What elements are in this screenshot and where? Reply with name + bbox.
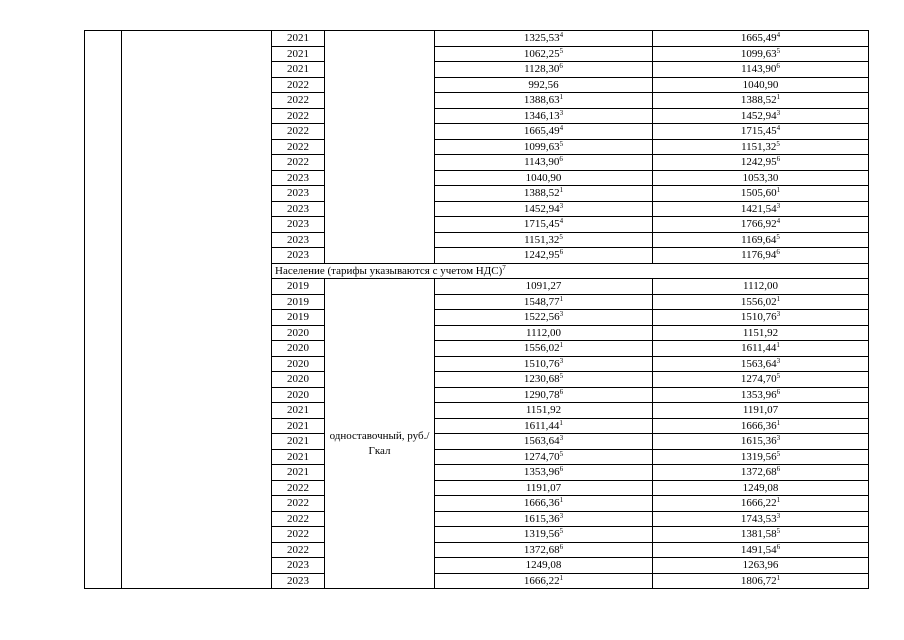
year-cell: 2023 xyxy=(272,217,325,233)
tariff-period-2-cell xyxy=(653,449,869,465)
year-cell: 2021 xyxy=(272,31,325,47)
tariff-period-1-cell-value: 1372,68 xyxy=(523,543,560,556)
year-cell: 2022 xyxy=(272,527,325,543)
tariff-period-1-cell-value: 1563,64 xyxy=(523,435,560,447)
year-cell: 2022 xyxy=(272,496,325,512)
tariff-period-1-cell xyxy=(435,62,653,78)
tariff-period-2-cell-footnote: 3 xyxy=(776,356,781,365)
tariff-period-2-cell-footnote: 5 xyxy=(776,139,780,148)
tariff-period-1-cell xyxy=(435,403,653,419)
tariff-period-1-cell-footnote: 4 xyxy=(559,124,564,132)
tariff-period-2-cell xyxy=(653,232,869,248)
tariff-period-2-cell-footnote: 1 xyxy=(776,93,781,101)
tariff-period-2-cell-value: 1143,90 xyxy=(741,63,777,75)
tariff-table xyxy=(84,30,869,589)
tariff-period-1-cell-value: 1128,30 xyxy=(524,63,560,75)
tariff-period-2-cell-value: 1505,60 xyxy=(740,187,777,199)
tariff-period-1-cell xyxy=(435,449,653,465)
tariff-period-1-cell xyxy=(435,465,653,481)
tariff-period-1-cell-footnote: 1 xyxy=(559,496,564,504)
year-cell: 2023 xyxy=(272,232,325,248)
tariff-period-2-cell-value: 1353,96 xyxy=(740,388,777,401)
year-cell: 2022 xyxy=(272,77,325,93)
tariff-period-2-cell-value: 1112,00 xyxy=(743,280,778,292)
tariff-period-2-cell xyxy=(653,139,869,155)
tariff-period-1-cell xyxy=(435,480,653,496)
tariff-period-2-cell xyxy=(653,170,869,186)
tariff-period-2-cell-value: 1249,08 xyxy=(742,481,779,494)
tariff-period-1-cell xyxy=(435,232,653,248)
year-cell: 2021 xyxy=(272,465,325,481)
year-cell: 2022 xyxy=(272,124,325,140)
tariff-period-1-cell xyxy=(435,356,653,372)
tariff-period-1-cell xyxy=(435,341,653,357)
tariff-period-1-cell-value: 1556,02 xyxy=(523,342,560,354)
tariff-period-2-cell-footnote: 5 xyxy=(776,449,781,458)
tariff-period-2-cell-value: 1372,68 xyxy=(740,466,777,478)
tariff-period-2-cell xyxy=(653,93,869,109)
tariff-period-2-cell-footnote: 3 xyxy=(776,108,781,117)
tariff-period-1-cell-value: 1615,36 xyxy=(523,512,560,525)
tariff-period-1-cell xyxy=(435,201,653,217)
tariff-period-1-cell-footnote: 3 xyxy=(559,310,564,318)
tariff-period-2-cell-value: 1388,52 xyxy=(740,94,777,106)
tariff-period-1-cell-value: 1325,53 xyxy=(523,32,560,44)
tariff-period-1-cell xyxy=(435,217,653,233)
tariff-period-1-cell-value: 1230,68 xyxy=(523,373,560,385)
year-cell: 2022 xyxy=(272,139,325,155)
tariff-period-2-cell xyxy=(653,31,869,47)
tariff-period-1-cell-value: 1151,32 xyxy=(524,233,560,246)
tariff-period-1-cell xyxy=(435,279,653,295)
tariff-period-2-cell xyxy=(653,387,869,403)
tariff-period-2-cell-footnote: 3 xyxy=(776,310,781,318)
tariff-period-1-cell-footnote: 5 xyxy=(559,449,564,458)
tariff-period-1-cell-footnote: 3 xyxy=(559,511,564,520)
tariff-period-2-cell-value: 1242,95 xyxy=(740,156,777,168)
tariff-period-1-cell xyxy=(435,139,653,155)
tariff-period-1-cell-footnote: 1 xyxy=(559,93,564,101)
tariff-period-1-cell-value: 1522,56 xyxy=(523,311,560,323)
year-cell: 2023 xyxy=(272,573,325,589)
unit-cell-upper xyxy=(325,31,435,264)
tariff-period-2-cell xyxy=(653,372,869,388)
row-number-cell xyxy=(85,31,122,589)
tariff-period-1-cell-value: 1191,07 xyxy=(525,481,562,494)
tariff-period-1-cell-value: 1062,25 xyxy=(523,47,560,60)
organization-cell xyxy=(122,31,272,589)
tariff-period-2-cell-value: 1053,30 xyxy=(742,171,779,184)
tariff-period-1-cell-footnote: 5 xyxy=(559,372,564,380)
year-cell: 2021 xyxy=(272,449,325,465)
tariff-period-1-cell-footnote: 6 xyxy=(559,248,564,256)
tariff-period-2-cell xyxy=(653,542,869,558)
tariff-period-2-cell xyxy=(653,201,869,217)
tariff-period-2-cell-value: 1766,92 xyxy=(740,218,777,230)
year-cell: 2023 xyxy=(272,558,325,574)
tariff-period-1-cell-footnote: 4 xyxy=(559,217,564,225)
tariff-period-1-cell xyxy=(435,434,653,450)
tariff-period-2-cell-footnote: 5 xyxy=(776,46,781,55)
tariff-period-2-cell-footnote: 6 xyxy=(776,542,781,551)
year-cell: 2022 xyxy=(272,542,325,558)
year-cell: 2023 xyxy=(272,186,325,202)
section-header xyxy=(272,263,869,279)
year-cell: 2023 xyxy=(272,201,325,217)
tariff-period-1-cell-footnote: 6 xyxy=(559,155,563,163)
tariff-period-2-cell-footnote: 3 xyxy=(776,201,781,210)
tariff-period-1-cell-footnote: 3 xyxy=(559,356,564,365)
year-cell: 2020 xyxy=(272,356,325,372)
tariff-period-2-cell xyxy=(653,573,869,589)
tariff-period-1-cell-value: 1666,22 xyxy=(523,574,560,587)
tariff-period-2-cell-footnote: 4 xyxy=(776,217,781,225)
tariff-period-1-cell xyxy=(435,310,653,326)
tariff-period-1-cell-footnote: 6 xyxy=(559,387,564,396)
tariff-period-2-cell-footnote: 3 xyxy=(776,511,781,520)
tariff-period-2-cell-footnote: 1 xyxy=(776,186,781,194)
tariff-period-1-cell xyxy=(435,558,653,574)
tariff-period-1-cell xyxy=(435,93,653,109)
tariff-period-2-cell-value: 1665,49 xyxy=(740,32,777,44)
tariff-period-2-cell-value: 1510,76 xyxy=(740,311,777,323)
tariff-period-2-cell xyxy=(653,511,869,527)
tariff-period-2-cell-value: 1263,96 xyxy=(742,559,779,571)
tariff-period-2-cell-value: 1169,64 xyxy=(741,233,777,246)
tariff-period-1-cell-footnote: 6 xyxy=(559,542,564,551)
tariff-period-1-cell-footnote: 5 xyxy=(559,527,564,535)
tariff-period-1-cell-footnote: 1 xyxy=(559,418,563,427)
year-cell: 2019 xyxy=(272,310,325,326)
tariff-period-2-cell-value: 1319,56 xyxy=(740,450,777,463)
tariff-period-1-cell xyxy=(435,77,653,93)
tariff-period-1-cell-value: 1452,94 xyxy=(523,202,560,215)
tariff-period-2-cell xyxy=(653,294,869,310)
tariff-period-2-cell-footnote: 1 xyxy=(776,418,781,427)
tariff-period-1-cell-footnote: 5 xyxy=(559,139,564,148)
tariff-period-2-cell xyxy=(653,480,869,496)
tariff-period-2-cell-value: 1806,72 xyxy=(740,574,777,587)
tariff-period-2-cell-value: 1715,45 xyxy=(740,125,777,137)
year-cell: 2023 xyxy=(272,170,325,186)
tariff-period-2-cell-value: 1176,94 xyxy=(741,249,777,261)
tariff-period-2-cell xyxy=(653,496,869,512)
tariff-period-2-cell xyxy=(653,434,869,450)
tariff-period-1-cell xyxy=(435,511,653,527)
tariff-period-1-cell-footnote: 5 xyxy=(559,232,563,241)
tariff-period-1-cell-value: 1510,76 xyxy=(523,357,560,370)
tariff-period-1-cell-value: 1665,49 xyxy=(523,125,560,137)
tariff-period-1-cell-value: 1112,00 xyxy=(526,326,561,339)
tariff-period-1-cell xyxy=(435,294,653,310)
tariff-period-1-cell xyxy=(435,496,653,512)
tariff-period-2-cell xyxy=(653,186,869,202)
unit-cell xyxy=(325,279,435,589)
tariff-period-1-cell-footnote: 5 xyxy=(559,46,564,55)
tariff-table-page xyxy=(84,30,869,589)
tariff-period-1-cell xyxy=(435,418,653,434)
tariff-period-2-cell xyxy=(653,62,869,78)
tariff-period-1-cell xyxy=(435,108,653,124)
tariff-period-1-cell-value: 1040,90 xyxy=(525,171,562,184)
section-footnote: 7 xyxy=(502,263,506,272)
year-cell: 2021 xyxy=(272,46,325,62)
tariff-period-1-cell-value: 1388,63 xyxy=(523,94,560,106)
table-row xyxy=(85,31,869,47)
tariff-period-2-cell xyxy=(653,248,869,264)
tariff-period-2-cell-footnote: 6 xyxy=(776,248,780,256)
tariff-period-2-cell-footnote: 1 xyxy=(776,573,781,582)
tariff-period-2-cell xyxy=(653,77,869,93)
tariff-period-2-cell xyxy=(653,465,869,481)
tariff-period-1-cell-footnote: 3 xyxy=(559,108,564,117)
tariff-period-1-cell-value: 1319,56 xyxy=(523,528,560,540)
tariff-period-1-cell xyxy=(435,542,653,558)
tariff-period-2-cell-value: 1151,92 xyxy=(742,326,779,339)
tariff-period-2-cell-value: 1151,32 xyxy=(741,140,777,153)
tariff-period-2-cell-value: 1611,44 xyxy=(741,342,777,354)
tariff-period-2-cell xyxy=(653,325,869,341)
tariff-period-2-cell-value: 1666,36 xyxy=(740,419,777,432)
year-cell: 2022 xyxy=(272,108,325,124)
tariff-period-1-cell-footnote: 1 xyxy=(559,186,564,194)
tariff-period-1-cell xyxy=(435,46,653,62)
tariff-period-1-cell-value: 1151,92 xyxy=(525,404,562,416)
unit-label: одноставочный, руб./Гкал xyxy=(329,430,430,457)
tariff-period-1-cell-value: 1091,27 xyxy=(525,280,562,292)
tariff-period-1-cell-footnote: 1 xyxy=(559,573,564,582)
tariff-period-1-cell-value: 1099,63 xyxy=(523,140,560,153)
tariff-period-2-cell-footnote: 4 xyxy=(776,124,781,132)
tariff-period-1-cell-value: 1242,95 xyxy=(523,249,560,261)
tariff-period-1-cell-value: 992,56 xyxy=(528,78,559,91)
year-cell: 2021 xyxy=(272,434,325,450)
year-cell: 2022 xyxy=(272,155,325,171)
year-cell: 2022 xyxy=(272,480,325,496)
year-cell: 2020 xyxy=(272,341,325,357)
tariff-period-2-cell xyxy=(653,46,869,62)
year-cell: 2020 xyxy=(272,372,325,388)
tariff-period-2-cell-value: 1421,54 xyxy=(740,202,777,215)
tariff-period-1-cell xyxy=(435,124,653,140)
tariff-period-2-cell-value: 1191,07 xyxy=(742,404,779,416)
tariff-period-1-cell-value: 1290,78 xyxy=(523,388,560,401)
tariff-period-2-cell-value: 1381,58 xyxy=(740,528,777,540)
year-cell: 2020 xyxy=(272,387,325,403)
year-cell: 2019 xyxy=(272,294,325,310)
tariff-period-1-cell-value: 1666,36 xyxy=(523,497,560,509)
tariff-period-2-cell-value: 1099,63 xyxy=(740,47,777,60)
tariff-period-1-cell-value: 1249,08 xyxy=(525,559,562,571)
year-cell: 2021 xyxy=(272,418,325,434)
tariff-period-2-cell-footnote: 5 xyxy=(776,232,780,241)
tariff-period-1-cell-footnote: 6 xyxy=(559,465,564,473)
tariff-period-2-cell-footnote: 6 xyxy=(776,387,781,396)
tariff-period-1-cell-value: 1611,44 xyxy=(524,419,560,432)
year-cell: 2019 xyxy=(272,279,325,295)
tariff-period-2-cell xyxy=(653,356,869,372)
tariff-period-2-cell-value: 1743,53 xyxy=(740,512,777,525)
tariff-period-2-cell xyxy=(653,217,869,233)
tariff-period-2-cell-footnote: 5 xyxy=(776,527,781,535)
tariff-period-1-cell-footnote: 6 xyxy=(559,62,563,70)
tariff-period-2-cell-footnote: 6 xyxy=(776,62,780,70)
tariff-period-2-cell xyxy=(653,155,869,171)
tariff-period-1-cell-footnote: 3 xyxy=(559,434,564,442)
tariff-period-1-cell xyxy=(435,31,653,47)
tariff-period-2-cell-footnote: 5 xyxy=(776,372,781,380)
tariff-period-1-cell xyxy=(435,170,653,186)
tariff-period-1-cell xyxy=(435,527,653,543)
tariff-period-2-cell-footnote: 1 xyxy=(776,496,781,504)
tariff-period-2-cell-value: 1666,22 xyxy=(740,497,777,509)
year-cell: 2022 xyxy=(272,93,325,109)
year-cell: 2022 xyxy=(272,511,325,527)
tariff-period-1-cell-footnote: 3 xyxy=(559,201,564,210)
tariff-period-2-cell xyxy=(653,558,869,574)
tariff-period-1-cell-value: 1548,77 xyxy=(523,295,560,308)
tariff-period-1-cell-footnote: 4 xyxy=(559,31,564,39)
tariff-period-1-cell xyxy=(435,186,653,202)
year-cell: 2021 xyxy=(272,62,325,78)
tariff-period-1-cell-footnote: 1 xyxy=(559,341,564,349)
tariff-period-2-cell-value: 1615,36 xyxy=(740,435,777,447)
year-cell: 2020 xyxy=(272,325,325,341)
tariff-period-2-cell-footnote: 1 xyxy=(776,294,781,303)
tariff-period-2-cell-footnote: 6 xyxy=(776,155,781,163)
tariff-period-1-cell xyxy=(435,573,653,589)
tariff-period-2-cell-footnote: 3 xyxy=(776,434,781,442)
tariff-period-1-cell xyxy=(435,387,653,403)
tariff-period-1-cell-footnote: 1 xyxy=(559,294,564,303)
tariff-period-2-cell xyxy=(653,403,869,419)
tariff-period-1-cell xyxy=(435,325,653,341)
tariff-period-2-cell-value: 1452,94 xyxy=(740,109,777,122)
tariff-period-1-cell-value: 1346,13 xyxy=(523,109,560,122)
tariff-period-2-cell-value: 1556,02 xyxy=(740,295,777,308)
tariff-period-2-cell-value: 1491,54 xyxy=(740,543,777,556)
tariff-period-2-cell xyxy=(653,527,869,543)
tariff-period-2-cell-footnote: 6 xyxy=(776,465,781,473)
tariff-table-body xyxy=(85,31,869,589)
tariff-period-1-cell-value: 1143,90 xyxy=(524,156,560,168)
tariff-period-2-cell-value: 1040,90 xyxy=(742,78,779,91)
tariff-period-1-cell-value: 1715,45 xyxy=(523,218,560,230)
tariff-period-2-cell xyxy=(653,108,869,124)
tariff-period-2-cell xyxy=(653,341,869,357)
tariff-period-1-cell xyxy=(435,155,653,171)
tariff-period-2-cell-value: 1563,64 xyxy=(740,357,777,370)
tariff-period-2-cell xyxy=(653,418,869,434)
tariff-period-2-cell-value: 1274,70 xyxy=(740,373,777,385)
year-cell: 2021 xyxy=(272,403,325,419)
tariff-period-1-cell-value: 1388,52 xyxy=(523,187,560,199)
tariff-period-2-cell xyxy=(653,124,869,140)
year-cell: 2023 xyxy=(272,248,325,264)
tariff-period-1-cell-value: 1274,70 xyxy=(523,450,560,463)
tariff-period-2-cell xyxy=(653,279,869,295)
tariff-period-1-cell-value: 1353,96 xyxy=(523,466,560,478)
section-label: Население (тарифы указываются с учетом НДС) xyxy=(275,264,503,277)
tariff-period-1-cell xyxy=(435,372,653,388)
tariff-period-1-cell xyxy=(435,248,653,264)
tariff-period-2-cell-footnote: 1 xyxy=(776,341,780,349)
tariff-period-2-cell-footnote: 4 xyxy=(776,31,781,39)
tariff-period-2-cell xyxy=(653,310,869,326)
